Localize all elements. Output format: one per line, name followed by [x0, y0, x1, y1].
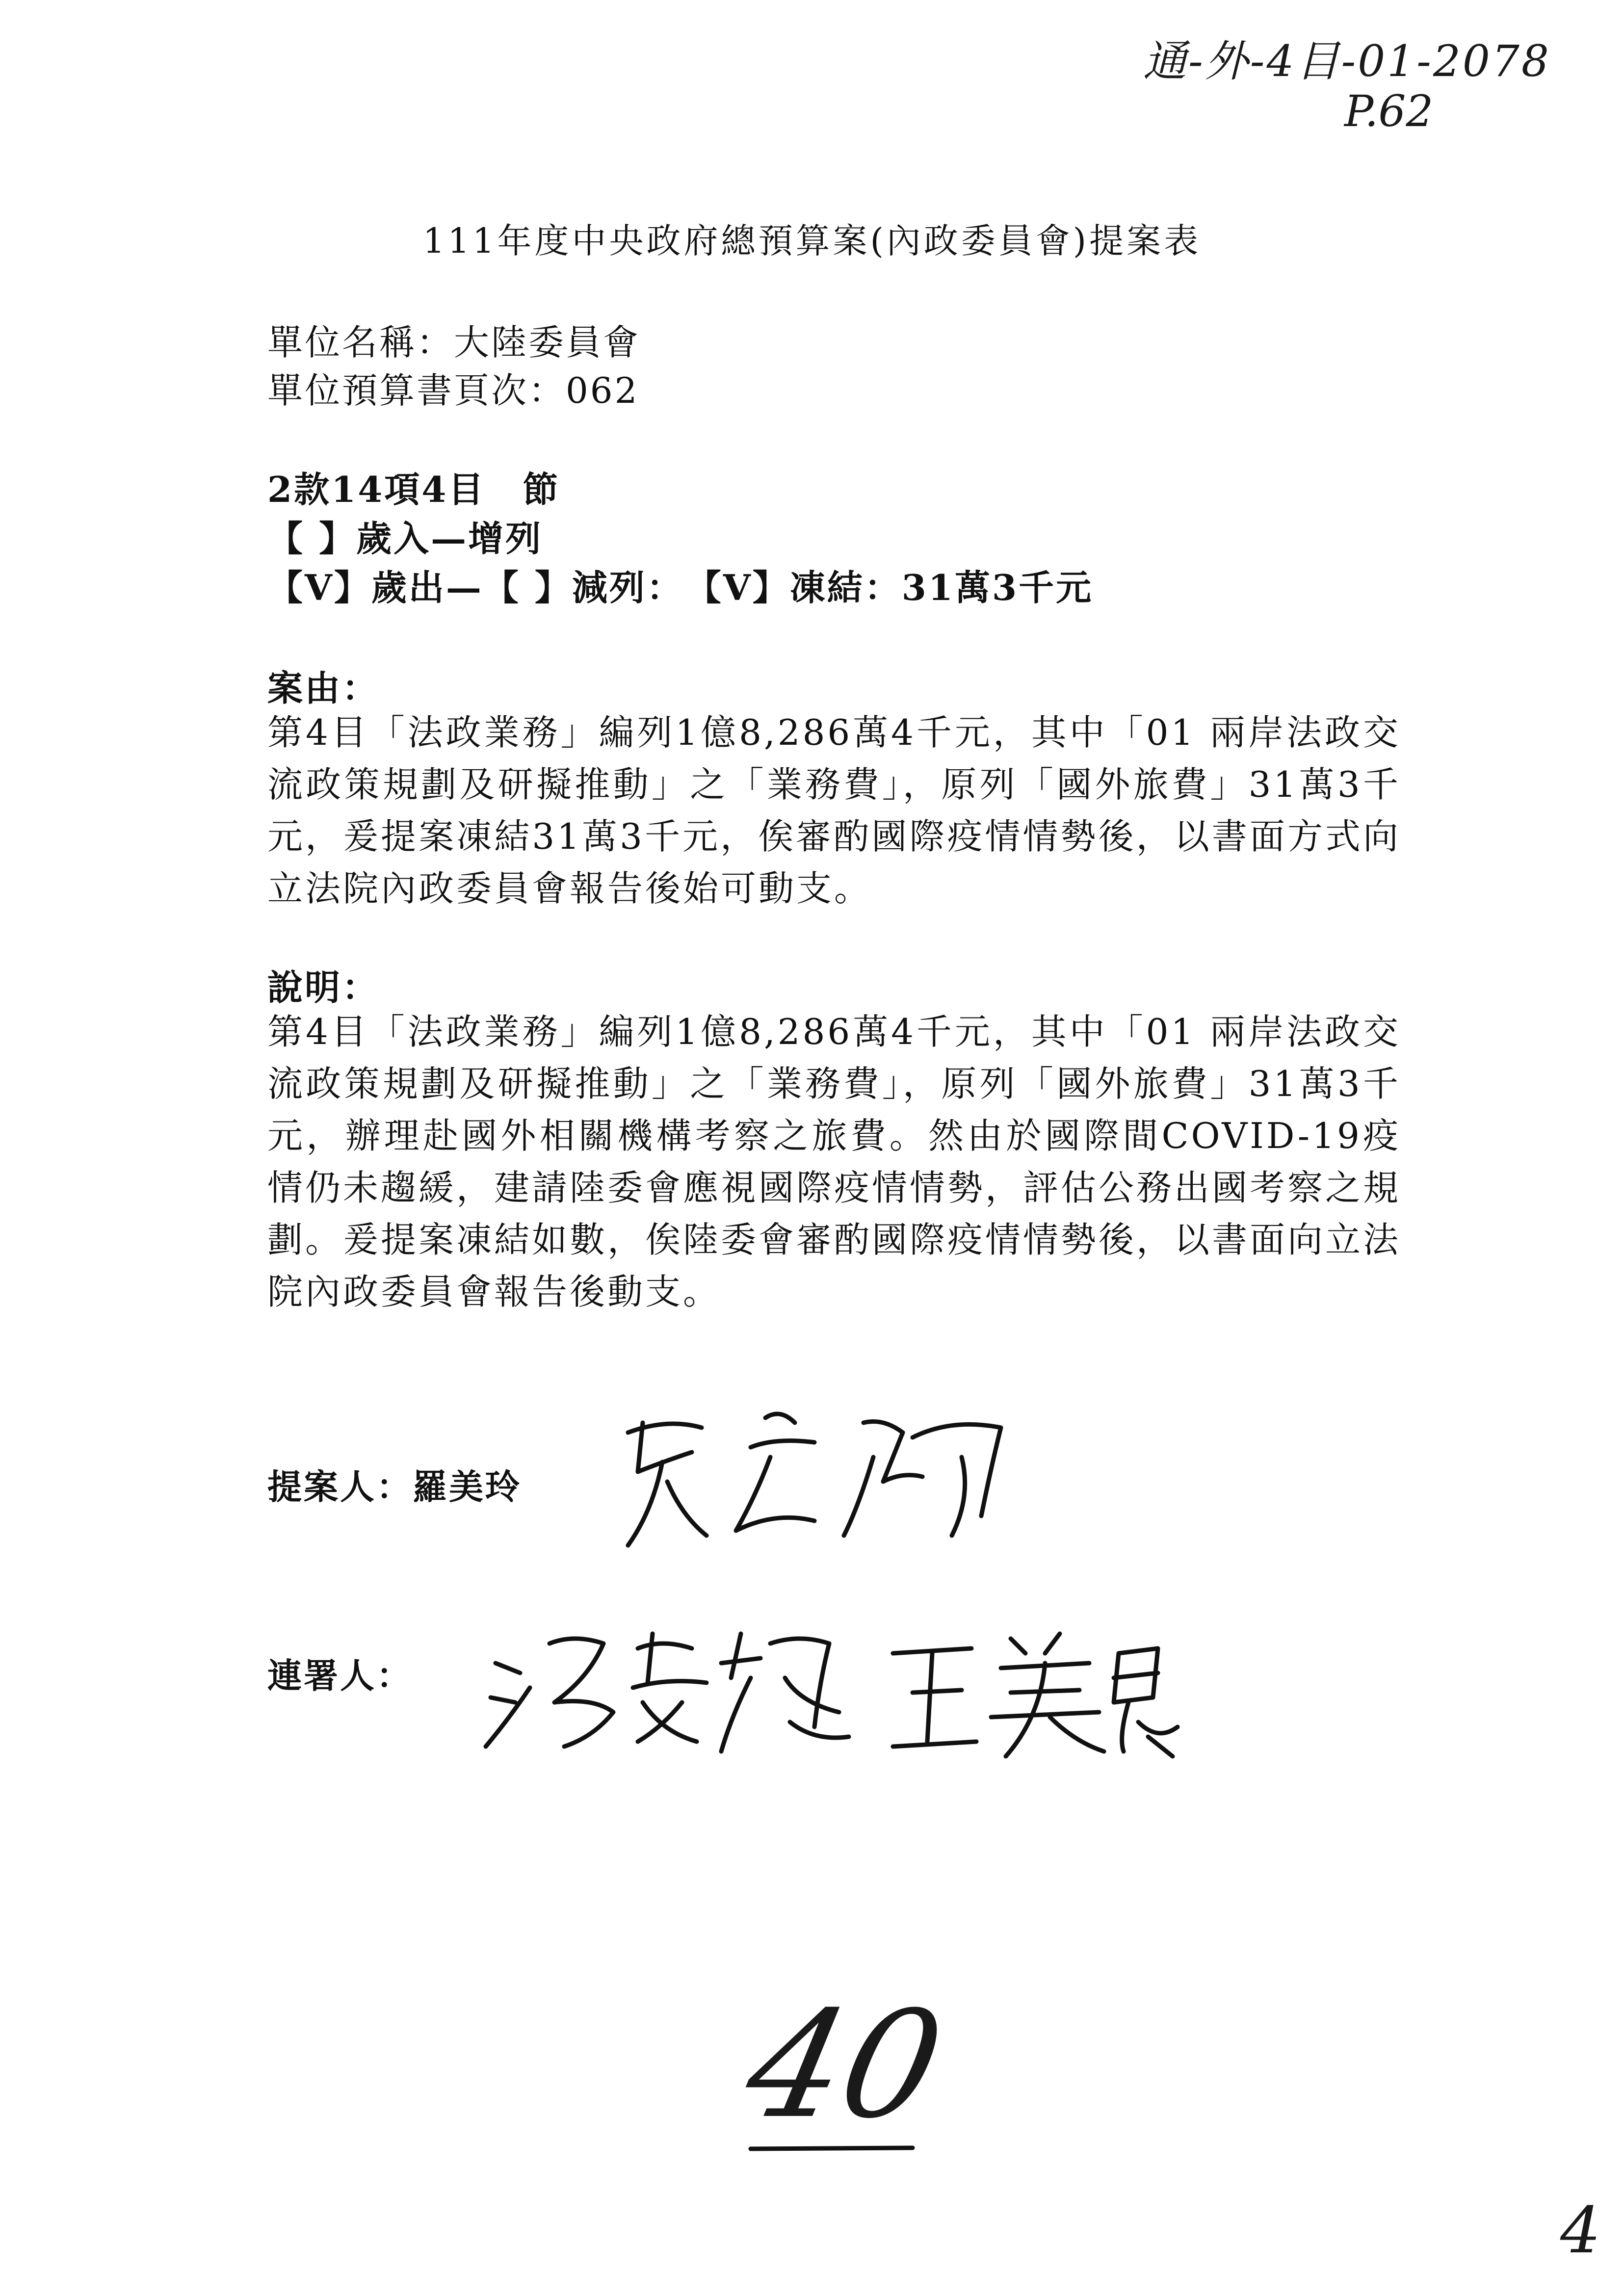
- cosigner-signature-2: [883, 1609, 1187, 1766]
- page-number-underline: [746, 2139, 922, 2159]
- explanation-heading: 說明：: [267, 966, 380, 1008]
- handwritten-stamp-line2: P.62: [1344, 86, 1434, 136]
- unit-name: 單位名稱：大陸委員會: [267, 322, 641, 363]
- handwritten-stamp-line1: 通-外-4目-01-2078: [1143, 36, 1551, 86]
- explanation-text: 第4目「法政業務」編列1億8,286萬4千元，其中「01 兩岸法政交流政策規劃及研擬推動」之「業務費」，原列「國外旅費」31萬3千元，辦理赴國外相關機構考察之旅費。然由於國際間COVID-19疫情仍未趨緩，建請陸委會應視國際疫情情勢，評估公務出國考察之規劃。爰提案凍結如數，俟陸委會審酌國際疫情情勢後，以書面向立法院內政委員會報告後動支。: [267, 1011, 1401, 1312]
- cosigner-label: 連署人：: [267, 1655, 413, 1696]
- expenditure-line: 【V】歲出—【 】減列： 【V】凍結：31萬3千元: [267, 567, 1094, 608]
- proposer-label: 提案人：羅美玲: [267, 1466, 522, 1507]
- reason-text: 第4目「法政業務」編列1億8,286萬4千元，其中「01 兩岸法政交流政策規劃及研擬推動」之「業務費」，原列「國外旅費」31萬3千元，爰提案凍結31萬3千元，俟審酌國際疫情情勢後，以書面方式向立法院內政委員會報告後始可動支。: [267, 712, 1401, 909]
- handwritten-page-number: 40: [733, 1980, 956, 2151]
- section-reference: 2款14項4目 節: [267, 469, 560, 510]
- unit-budget-page: 單位預算書頁次：062: [267, 370, 639, 411]
- proposer-signature: [608, 1388, 1050, 1565]
- revenue-line: 【 】歲入—增列: [267, 518, 543, 559]
- document-title: 111年度中央政府總預算案(內政委員會)提案表: [422, 221, 1202, 261]
- cosigner-signature-1: [476, 1604, 878, 1761]
- corner-page-number: 4: [1560, 2193, 1601, 2268]
- reason-heading: 案由：: [267, 667, 380, 709]
